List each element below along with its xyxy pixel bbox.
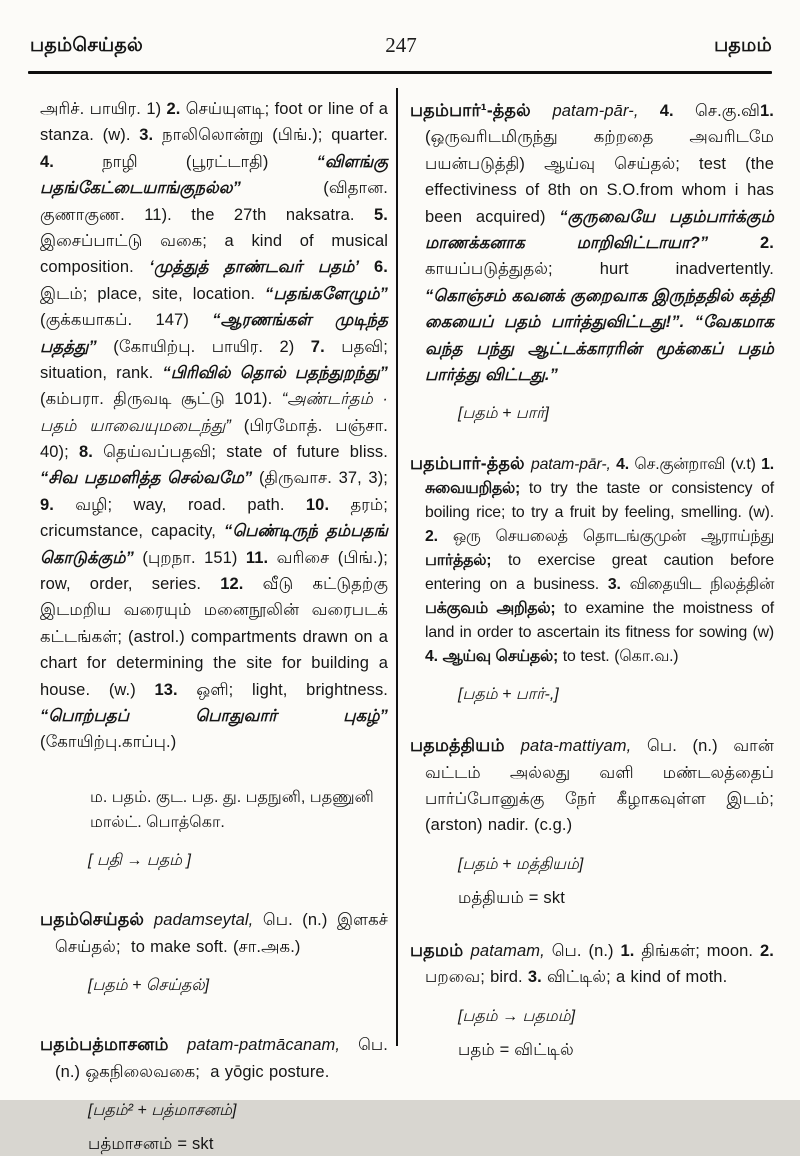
text-run: (குக்கயாகப். 147) — [40, 311, 213, 330]
text-run: “பிரிவில் தொல் பதந்துறந்து” — [162, 363, 394, 382]
text-run: இடம்; place, site, location. — [40, 284, 266, 303]
text-run: (கோயிற்பு.காப்பு.) — [40, 733, 177, 752]
text-run: 2. — [166, 100, 186, 118]
etymology-bracket: [பதம் + மத்தியம்] — [458, 855, 584, 873]
text-run: “அண்டர்தம் · பதம் யாவையுமடைந்து” — [40, 390, 394, 435]
entry-patam-patmacanam — [40, 1030, 394, 1085]
text-run: 10. — [305, 495, 351, 514]
text-run: ‘முத்துத் தாண்டவர் பதம்’ — [149, 258, 374, 277]
text-run: வழி; way, road. path. — [75, 495, 306, 514]
text-run: வீடு கட்டுதற்கு இடமறிய வரையும் மனைநூலின் வரைபடக் கட்டங்கள்; (astrol.) compartments drawn on a chart for determining the site for building a house. (w.) — [40, 575, 394, 699]
text-run: “கொஞ்சம் கவனக் குறைவாக இருந்ததில் கத்தி கையைப் பதம் பார்த்துவிட்டது!”. — [425, 286, 780, 332]
page-header — [30, 33, 772, 59]
etymology-bracket: [பதம்² + பத்மாசனம்] — [88, 1101, 237, 1119]
text-run: 1. — [620, 941, 642, 960]
text-run: 3. — [607, 576, 630, 594]
entry-padamseytal — [40, 905, 394, 960]
derivation-bracket: [ பதி → பதம் ] — [88, 852, 191, 870]
text-run: 4. — [425, 648, 443, 666]
text-run: patam-patmācanam, — [187, 1036, 359, 1055]
text-run: இசைப்பாட்டு வகை; a kind of musical composition. — [40, 231, 394, 277]
text-run: (விதான. குணாகுண. 11). the 27th naksatra. — [40, 179, 394, 224]
text-run: செ.கு.வி — [695, 102, 761, 120]
text-run: பெ. (n.) இளகச் செய்தல்; to make soft. (சா.அக.) — [55, 911, 394, 956]
text-run: 8. — [79, 443, 104, 462]
text-run: தெய்வப்பதவி; state of future bliss. — [103, 443, 394, 462]
text-run: ஆய்வு செய்தல்; — [442, 648, 563, 666]
text-run: (புறநா. 151) — [142, 548, 246, 567]
text-run: நாலிலொன்று (பிங்.); quarter. — [162, 126, 394, 145]
text-run: பதமம் — [410, 939, 471, 960]
text-run: 13. — [154, 680, 197, 699]
text-run: 2. — [425, 528, 453, 546]
text-run: “குருவையே பதம்பார்க்கும் மாணக்கனாக மாறிவிட்டாயா?” — [425, 207, 780, 252]
text-run: (கோயிற்பு. பாயிர. 2) — [113, 337, 311, 356]
text-run: பதமத்தியம் — [410, 735, 521, 756]
text-run: 11. — [245, 548, 277, 567]
text-run: to try the taste or consistency of boiling rice; to try a fruit by feeling, smelling. (w). — [425, 480, 779, 522]
text-run: பதம்பார்¹-த்தல் — [410, 100, 553, 120]
text-run: பக்குவம் அறிதல்; — [425, 600, 565, 618]
gloss-note: பதம் = விட்டில் — [458, 1040, 574, 1059]
sanskrit-note: மத்தியம் = skt — [458, 888, 566, 907]
text-run: to exercise great caution before entering on a business. — [425, 552, 779, 594]
text-run: “விளங்கு பதங்கேட்டையாங்குநல்ல” — [40, 152, 394, 198]
entry-patamam — [410, 936, 780, 991]
text-run: 1. — [761, 456, 779, 474]
text-run: (பிரமோத். பஞ்சா. 40); — [40, 416, 394, 462]
text-run: to test. (கொ.வ.) — [562, 648, 679, 666]
text-run: ஒளி; light, brightness. — [196, 680, 394, 699]
text-run: 3. — [139, 126, 162, 145]
text-run: செய்யுளடி; foot or line of a stanza. (w). — [40, 100, 394, 145]
running-head-left: பதம்செய்தல் — [30, 35, 143, 56]
text-run: பதம்பத்மாசனம் — [40, 1034, 188, 1055]
text-run: 12. — [220, 575, 263, 594]
text-run: 1. — [760, 102, 780, 120]
header-rule — [28, 71, 772, 74]
text-run: “ஆரணங்கள் முடிந்த பதத்து” — [40, 311, 394, 356]
text-run: காயப்படுத்துதல்; hurt inadvertently. — [425, 260, 780, 279]
entry-patampar-2 — [410, 450, 779, 669]
sanskrit-note: பத்மாசனம் = skt — [88, 1134, 214, 1153]
text-run: நாழி (பூரட்டாதி) — [102, 152, 317, 171]
text-run: (கம்பரா. திருவடி சூட்டு 101). — [40, 390, 282, 409]
cognates-block: ம. பதம். குட. பத. து. பதநுனி, பதணுனி மால்ட். பொத்கொ. — [90, 788, 374, 831]
text-run: 9. — [40, 495, 76, 514]
text-run: “பொற்பதப் பொதுவார் புகழ்” — [40, 706, 394, 725]
text-run: பெ. (n.) வான் வட்டம் அல்லது வளி மண்டலத்தைப் பார்ப்போனுக்கு நேர் கீழாகவுள்ள இடம்; (arston) nadir. (c.g.) — [425, 737, 780, 835]
page-number: 247 — [385, 33, 417, 57]
etymology-bracket: [பதம் + பார்] — [458, 405, 549, 423]
entry-patampar-1 — [410, 96, 780, 388]
derivation-bracket: [பதம் → பதமம்] — [458, 1007, 576, 1025]
text-run: 2. — [760, 941, 780, 960]
text-run: தரம்; cricumstance, capacity, — [40, 495, 394, 541]
text-run: 5. — [374, 205, 394, 224]
text-run: பதவி; situation, rank. — [40, 337, 394, 382]
etymology-bracket: [பதம் + செய்தல்] — [88, 977, 210, 995]
text-run: “சிவ பதமளித்த செல்வமே” — [40, 469, 259, 488]
text-run: விட்டில்; a kind of moth. — [547, 968, 728, 987]
running-head-right: பதமம் — [714, 35, 772, 56]
text-run: வரிசை (பிங்.); row, order, series. — [40, 548, 394, 594]
text-run: திங்கள்; moon. — [641, 941, 760, 960]
text-run: “பதங்களேழும்” — [265, 284, 394, 303]
text-run: (திருவாச. 37, 3); — [258, 469, 394, 488]
column-divider-rule — [396, 88, 398, 1046]
text-run: pata-mattiyam, — [520, 737, 647, 756]
text-run: ஒரு செயலைத் தொடங்குமுன் ஆராய்ந்து — [452, 528, 779, 546]
text-run: பதம்செய்தல் — [40, 909, 155, 930]
right-column — [410, 96, 780, 1062]
entry-patamattiyam — [410, 731, 780, 839]
text-run: பறவை; bird. — [425, 968, 528, 987]
text-run: பெ. (n.) — [551, 941, 621, 960]
text-run: to examine the moistness of land in order to ascertain its fitness for sowing (w) — [425, 600, 779, 642]
text-run: செ.குன்றாவி (v.t) — [634, 456, 762, 474]
left-column — [40, 96, 394, 1156]
text-run: (ஒருவரிடமிருந்து கற்றதை அவரிடமே பயன்படுத்தி) ஆய்வு செய்தல்; test (the effectiviness of 8th on S.O.from whom i has been acquired) — [425, 128, 780, 226]
text-run: padamseytal, — [154, 911, 263, 930]
text-run: அரிச். பாயிர. 1) — [40, 100, 167, 118]
text-run: பார்த்தல்; — [425, 552, 508, 570]
text-run: சுவையறிதல்; — [425, 480, 529, 498]
text-run: “பெண்டிருந் தம்பதங் கொடுக்கும்” — [40, 522, 394, 567]
text-run: 3. — [527, 968, 548, 987]
text-run: patam-pār-, — [530, 456, 617, 474]
text-run: 4. — [659, 102, 696, 120]
text-run: patamam, — [470, 941, 552, 960]
text-run: patam-pār-, — [552, 102, 660, 120]
text-run: 6. — [374, 258, 394, 277]
etymology-bracket: [பதம் + பார்-,] — [458, 686, 559, 704]
text-run: பதம்பார்-த்தல் — [410, 453, 531, 474]
entry-patam-continuation — [40, 96, 394, 756]
text-run: 7. — [310, 337, 342, 356]
text-run: விதையிட நிலத்தின் — [629, 576, 779, 594]
text-run: 2. — [760, 233, 780, 252]
text-run: “வேகமாக வந்த பந்து ஆட்டக்காரரின் மூக்கைப் பதம் பார்த்து விட்டது.” — [425, 313, 780, 384]
text-run: பெ. (n.) ஒகநிலைவகை; a yōgic posture. — [55, 1036, 394, 1081]
text-run: 4. — [616, 456, 635, 474]
text-run: 4. — [40, 152, 103, 171]
